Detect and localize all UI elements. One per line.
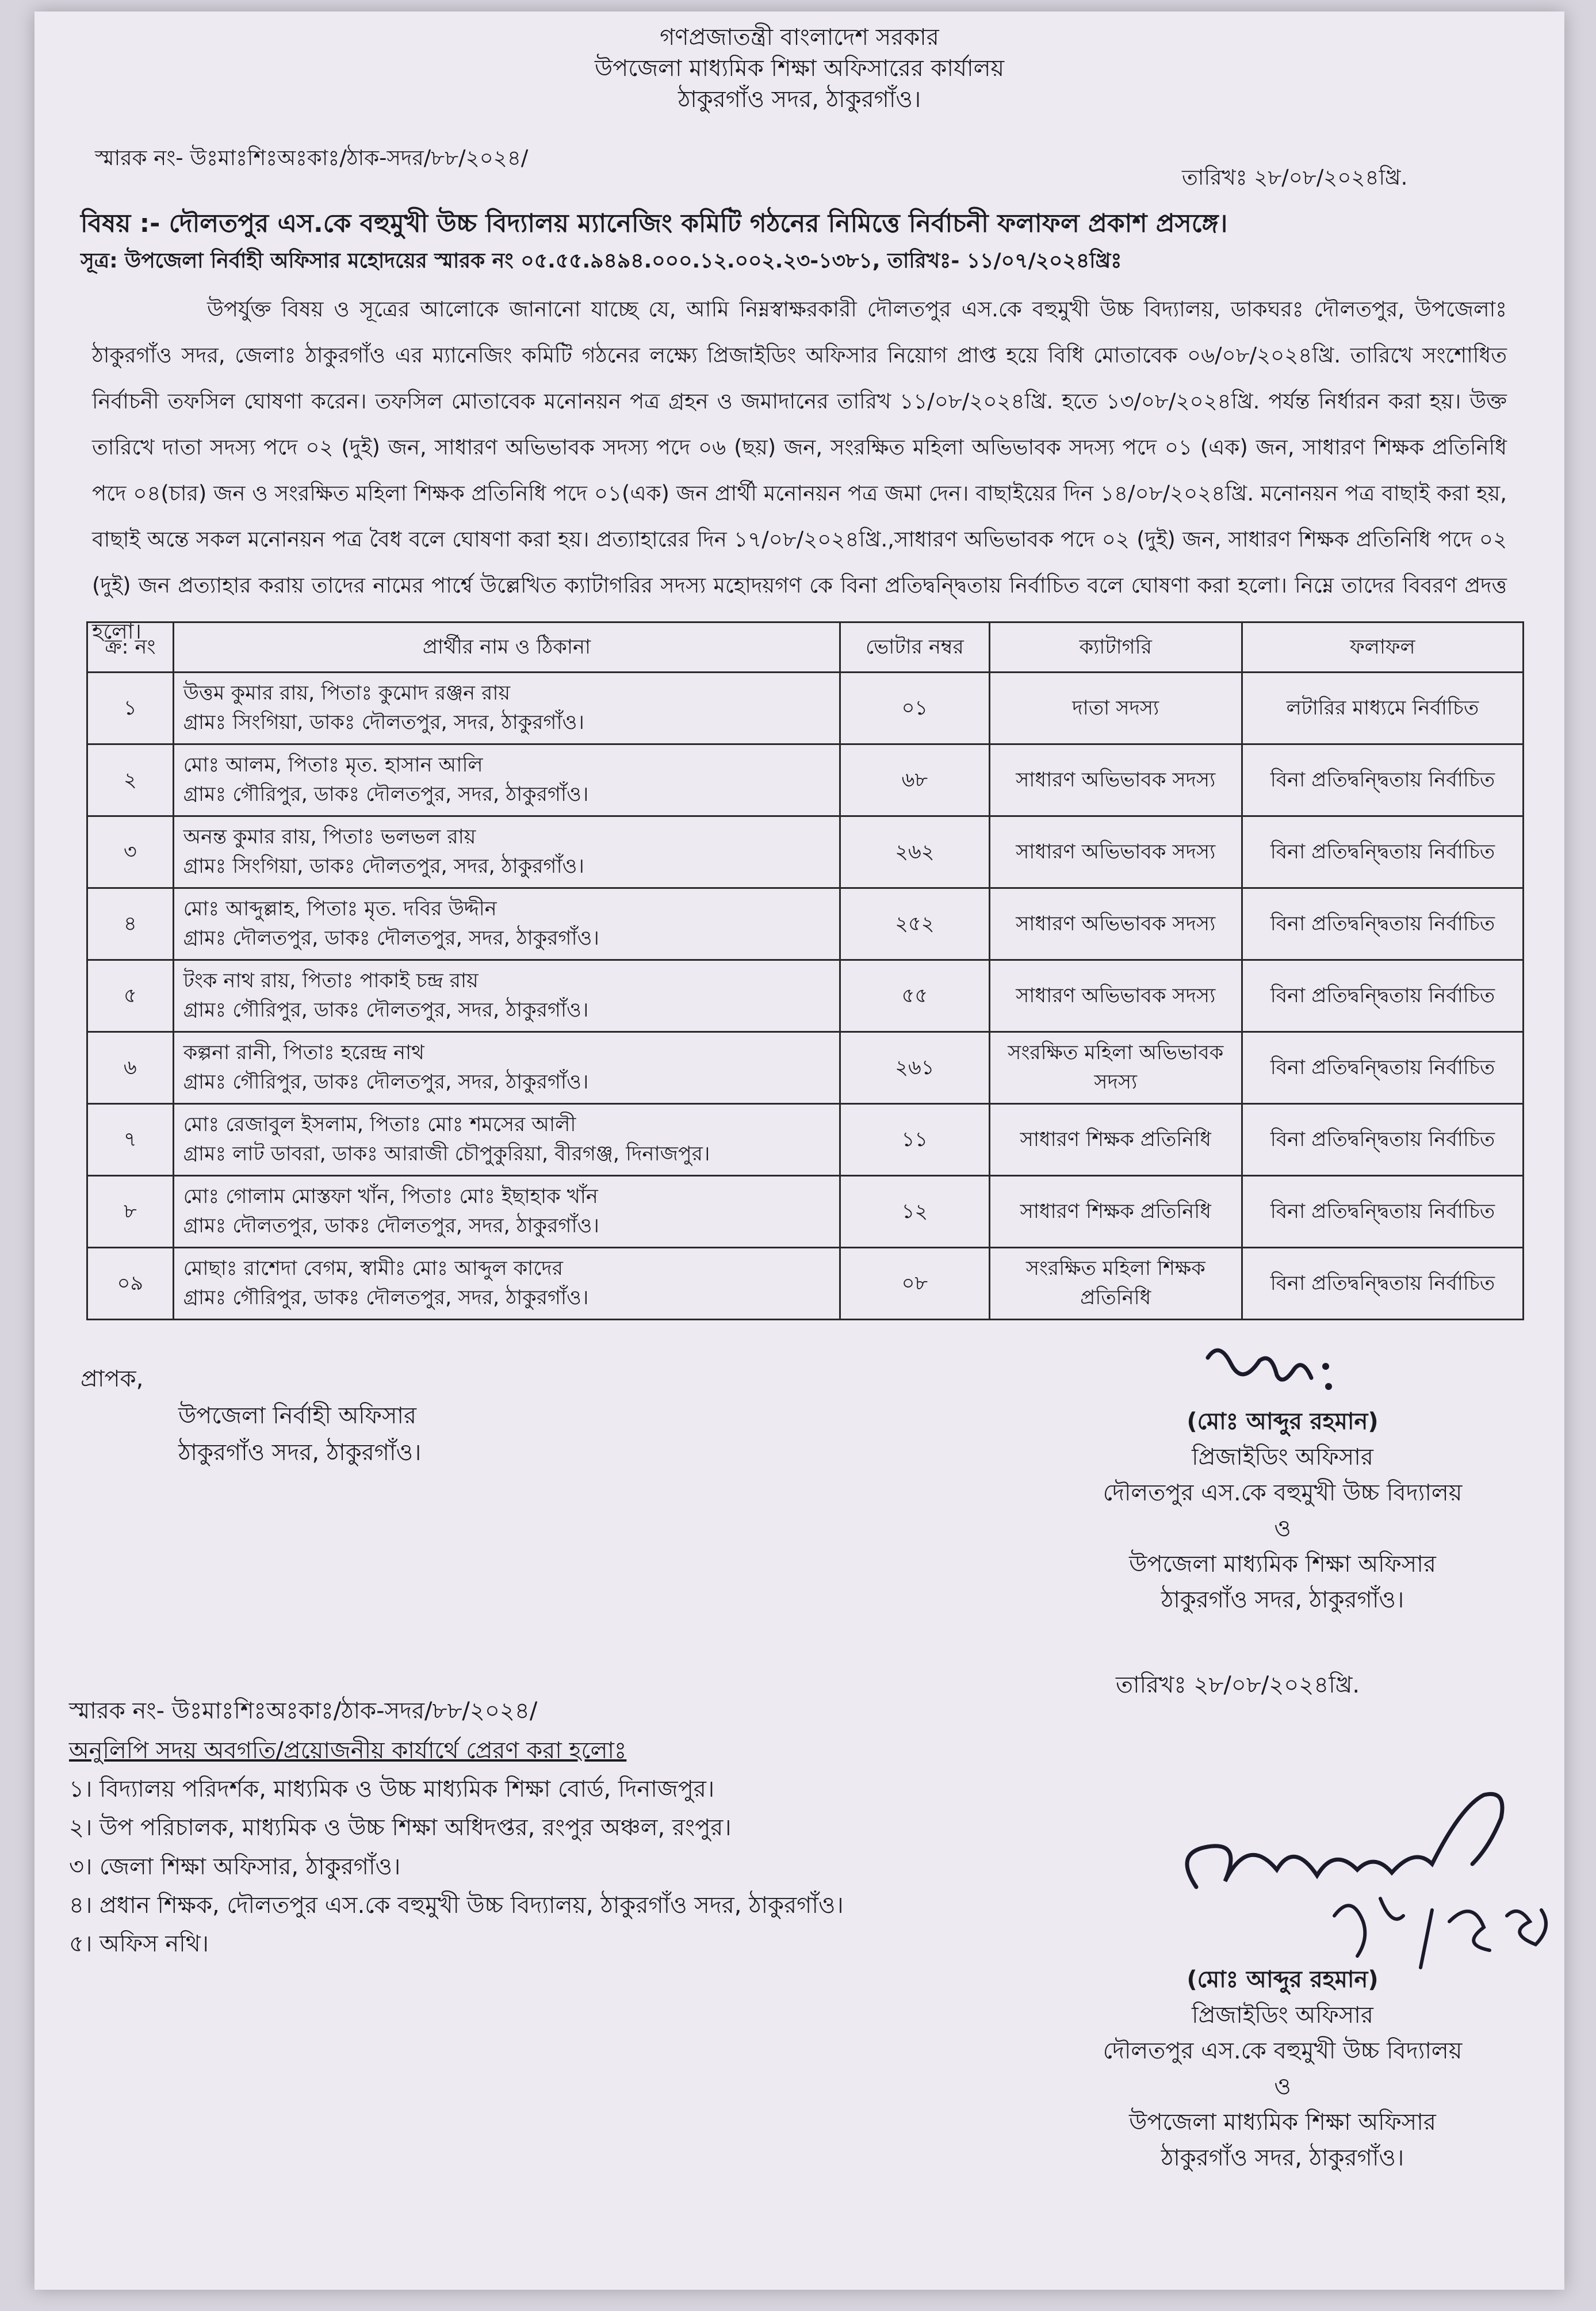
name-address-cell (173, 816, 840, 888)
signatory-office: উপজেলা মাধ্যমিক শিক্ষা অফিসার (1129, 1551, 1436, 1577)
header-line-3: ঠাকুরগাঁও সদর, ঠাকুরগাঁও। (678, 86, 921, 113)
results-table (86, 621, 1524, 1320)
candidate-address: গ্রামঃ লাট ডাবরা, ডাকঃ আরাজী চৌপুকুরিয়া, বীরগঞ্জ, দিনাজপুর। (183, 1143, 710, 1166)
candidate-address: গ্রামঃ গৌরিপুর, ডাকঃ দৌলতপুর, সদর, ঠাকুরগাঁও। (183, 999, 589, 1022)
header-result: ফলাফল (1242, 622, 1523, 673)
result-cell: বিনা প্রতিদ্বন্দ্বিতায় নির্বাচিত (1242, 1248, 1523, 1320)
voter-number-cell: ১২ (840, 1176, 990, 1248)
candidate-address: গ্রামঃ গৌরিপুর, ডাকঃ দৌলতপুর, সদর, ঠাকুরগাঁও। (183, 1071, 589, 1094)
office-header (35, 22, 1564, 115)
table-row (87, 960, 1524, 1032)
signature-block-1 (1047, 1404, 1518, 1618)
document-page (35, 12, 1564, 2290)
serial-cell: ১ (87, 673, 174, 744)
result-cell: বিনা প্রতিদ্বন্দ্বিতায় নির্বাচিত (1242, 960, 1523, 1032)
signatory-role: প্রিজাইডিং অফিসার (1192, 1444, 1373, 1470)
category-cell: সাধারণ শিক্ষক প্রতিনিধি (989, 1176, 1242, 1248)
voter-number-cell: ৫৫ (840, 960, 990, 1032)
category-cell: সাধারণ অভিভাবক সদস্য (989, 744, 1242, 816)
header-serial: ক্র: নং (87, 622, 174, 673)
header-category: ক্যাটাগরি (989, 622, 1242, 673)
candidate-name: মোঃ গোলাম মোস্তফা খাঁন, পিতাঃ মোঃ ইছাহাক খাঁন (183, 1185, 598, 1209)
signatory-name: (মোঃ আব্দুর রহমান) (1187, 1408, 1379, 1435)
signatory-place-2: ঠাকুরগাঁও সদর, ঠাকুরগাঁও। (1161, 2145, 1404, 2171)
candidate-name: অনন্ত কুমার রায়, পিতাঃ ভলভল রায় (183, 826, 476, 849)
result-cell: বিনা প্রতিদ্বন্দ্বিতায় নির্বাচিত (1242, 1104, 1523, 1176)
candidate-address: গ্রামঃ দৌলতপুর, ডাকঃ দৌলতপুর, সদর, ঠাকুরগাঁও। (183, 1214, 599, 1237)
voter-number-cell: ২৬১ (840, 1032, 990, 1104)
table-row (87, 816, 1524, 888)
candidate-address: গ্রামঃ গৌরিপুর, ডাকঃ দৌলতপুর, সদর, ঠাকুরগাঁও। (183, 1286, 589, 1309)
signatory-name-2: (মোঃ আব্দুর রহমান) (1187, 1966, 1379, 1993)
serial-cell: ৭ (87, 1104, 174, 1176)
table-row (87, 744, 1524, 816)
signatory-office-2: উপজেলা মাধ্যমিক শিক্ষা অফিসার (1129, 2109, 1436, 2136)
signatory-role-2: প্রিজাইডিং অফিসার (1192, 2002, 1373, 2029)
signatory-org: দৌলতপুর এস.কে বহুমুখী উচ্চ বিদ্যালয় (1103, 1480, 1463, 1506)
category-cell: সাধারণ অভিভাবক সদস্য (989, 960, 1242, 1032)
signature-full-icon (1162, 1783, 1587, 1979)
header-name-address: প্রার্থীর নাম ও ঠিকানা (173, 622, 840, 673)
table-header-row (87, 622, 1524, 673)
candidate-address: গ্রামঃ দৌলতপুর, ডাকঃ দৌলতপুর, সদর, ঠাকুরগাঁও। (183, 927, 599, 950)
category-cell: সাধারণ শিক্ষক প্রতিনিধি (989, 1104, 1242, 1176)
memo-number-2: স্মারক নং- উঃমাঃশিঃঅঃকাঃ/ঠাক-সদর/৮৮/২০২৪/ (69, 1698, 538, 1724)
candidate-name: মোঃ আলম, পিতাঃ মৃত. হাসান আলি (183, 754, 483, 777)
copy-heading: অনুলিপি সদয় অবগতি/প্রয়োজনীয় কার্যার্থে প্রেরণ করা হলোঃ (69, 1737, 627, 1764)
voter-number-cell: ২৫২ (840, 888, 990, 960)
voter-number-cell: ০১ (840, 673, 990, 744)
reference-line: সূত্র: উপজেলা নির্বাহী অফিসার মহোদয়ের স্মারক নং ০৫.৫৫.৯৪৯৪.০০০.১২.০০২.২৩-১৩৮১, তারিখঃ- ১১/০৭/২০২৪খ্রিঃ (81, 249, 1122, 273)
category-cell: সাধারণ অভিভাবক সদস্য (989, 816, 1242, 888)
result-cell: বিনা প্রতিদ্বন্দ্বিতায় নির্বাচিত (1242, 1032, 1523, 1104)
category-cell: সংরক্ষিত মহিলা শিক্ষক প্রতিনিধি (989, 1248, 1242, 1320)
category-cell: সাধারণ অভিভাবক সদস্য (989, 888, 1242, 960)
name-address-cell (173, 1104, 840, 1176)
candidate-name: কল্পনা রানী, পিতাঃ হরেন্দ্র নাথ (183, 1041, 424, 1065)
table-row (87, 1032, 1524, 1104)
serial-cell: ২ (87, 744, 174, 816)
candidate-name: মোঃ রেজাবুল ইসলাম, পিতাঃ মোঃ শমসের আলী (183, 1113, 576, 1137)
result-cell: বিনা প্রতিদ্বন্দ্বিতায় নির্বাচিত (1242, 744, 1523, 816)
recipient-line-1: উপজেলা নির্বাহী অফিসার (178, 1403, 416, 1429)
result-cell: বিনা প্রতিদ্বন্দ্বিতায় নির্বাচিত (1242, 1176, 1523, 1248)
serial-cell: ৩ (87, 816, 174, 888)
serial-cell: ৫ (87, 960, 174, 1032)
name-address-cell (173, 1032, 840, 1104)
voter-number-cell: ২৬২ (840, 816, 990, 888)
result-cell: লটারির মাধ্যমে নির্বাচিত (1242, 673, 1523, 744)
copy-item: ৪। প্রধান শিক্ষক, দৌলতপুর এস.কে বহুমুখী উচ্চ বিদ্যালয়, ঠাকুরগাঁও সদর, ঠাকুরগাঁও। (69, 1892, 844, 1919)
recipient-block (81, 1361, 421, 1471)
result-cell: বিনা প্রতিদ্বন্দ্বিতায় নির্বাচিত (1242, 888, 1523, 960)
signature-date: তারিখঃ ২৮/০৮/২০২৪খ্রি. (1116, 1672, 1360, 1698)
name-address-cell (173, 1176, 840, 1248)
candidate-name: মোঃ আব্দুল্লাহ, পিতাঃ মৃত. দবির উদ্দীন (183, 897, 497, 921)
voter-number-cell: ১১ (840, 1104, 990, 1176)
copy-item: ৫। অফিস নথি। (69, 1930, 209, 1957)
name-address-cell (173, 960, 840, 1032)
candidate-address: গ্রামঃ সিংগিয়া, ডাকঃ দৌলতপুর, সদর, ঠাকুরগাঁও। (183, 855, 584, 878)
header-line-1: গণপ্রজাতন্ত্রী বাংলাদেশ সরকার (660, 24, 939, 51)
copy-item: ৩। জেলা শিক্ষা অফিসার, ঠাকুরগাঁও। (69, 1853, 401, 1880)
memo-date: তারিখঃ ২৮/০৮/২০২৪খ্রি. (1182, 165, 1408, 190)
category-cell: সংরক্ষিত মহিলা অভিভাবক সদস্য (989, 1032, 1242, 1104)
table-row (87, 673, 1524, 744)
candidate-address: গ্রামঃ সিংগিয়া, ডাকঃ দৌলতপুর, সদর, ঠাকুরগাঁও। (183, 711, 584, 734)
candidate-address: গ্রামঃ গৌরিপুর, ডাকঃ দৌলতপুর, সদর, ঠাকুরগাঁও। (183, 783, 589, 806)
result-cell: বিনা প্রতিদ্বন্দ্বিতায় নির্বাচিত (1242, 816, 1523, 888)
signatory-and-2: ও (1274, 2073, 1291, 2100)
signature-block-2 (1047, 1962, 1518, 2176)
copy-item: ১। বিদ্যালয় পরিদর্শক, মাধ্যমিক ও উচ্চ মাধ্যমিক শিক্ষা বোর্ড, দিনাজপুর। (69, 1776, 715, 1803)
voter-number-cell: ০৮ (840, 1248, 990, 1320)
signatory-place: ঠাকুরগাঁও সদর, ঠাকুরগাঁও। (1161, 1587, 1404, 1613)
candidate-name: উত্তম কুমার রায়, পিতাঃ কুমোদ রঞ্জন রায় (183, 682, 511, 705)
category-cell: দাতা সদস্য (989, 673, 1242, 744)
recipient-label: প্রাপক, (81, 1366, 144, 1392)
signatory-and: ও (1274, 1515, 1291, 1542)
serial-cell: ৪ (87, 888, 174, 960)
copy-item: ২। উপ পরিচালক, মাধ্যমিক ও উচ্চ শিক্ষা অধিদপ্তর, রংপুর অঞ্চল, রংপুর। (69, 1815, 732, 1842)
candidate-name: মোছাঃ রাশেদা বেগম, স্বামীঃ মোঃ আব্দুল কাদের (183, 1257, 564, 1281)
table-row (87, 1248, 1524, 1320)
name-address-cell (173, 888, 840, 960)
copy-block (69, 1732, 844, 1964)
body-paragraph: উপর্যুক্ত বিষয় ও সূত্রের আলোকে জানানো যাচ্ছে যে, আমি নিম্নস্বাক্ষরকারী দৌলতপুর এস.কে বহুমুখী উচ্চ বিদ্যালয়, ডাকঘরঃ দৌলতপুর, উপজেলাঃ ঠাকুরগাঁও সদর, জেলাঃ ঠাকুরগাঁও এর ম্যানেজিং কমিটি গঠনের লক্ষ্যে প্রিজাইডিং অফিসার নিয়োগ প্রাপ্ত হয়ে বিধি মোতাবেক ০৬/০৮/২০২৪খ্রি. তারিখে সংশোধিত নির্বাচনী তফসিল ঘোষণা করেন। তফসিল মোতাবেক মনোনয়ন পত্র গ্রহন ও জমাদানের তারিখ ১১/০৮/২০২৪খ্রি. হতে ১৩/০৮/২০২৪খ্রি. পর্যন্ত নির্ধারন করা হয়। উক্ত তারিখে দাতা সদস্য পদে ০২ (দুই) জন, সাধারণ অভিভাবক সদস্য পদে ০৬ (ছয়) জন, সংরক্ষিত মহিলা অভিভাবক সদস্য পদে ০১ (এক) জন, সাধারণ শিক্ষক প্রতিনিধি পদে ০৪(চার) জন ও সংরক্ষিত মহিলা শিক্ষক প্রতিনিধি পদে ০১(এক) জন প্রার্থী মনোনয়ন পত্র জমা দেন। বাছাইয়ের দিন ১৪/০৮/২০২৪খ্রি. মনোনয়ন পত্র বাছাই করা হয়, বাছাই অন্তে সকল মনোনয়ন পত্র বৈধ বলে ঘোষণা করা হয়। প্রত্যাহারের দিন ১৭/০৮/২০২৪খ্রি.,সাধারণ অভিভাবক পদে ০২ (দুই) জন, সাধারণ শিক্ষক প্রতিনিধি পদে ০২ (দুই) জন প্রত্যাহার করায় তাদের নামের পার্শ্বে উল্লেখিত ক্যাটাগরির সদস্য মহোদয়গণ কে বিনা প্রতিদ্বন্দ্বিতায় নির্বাচিত বলে ঘোষণা করা হলো। নিম্নে তাদের বিবরণ প্রদত্ত হলো। (92, 297, 1507, 644)
name-address-cell (173, 673, 840, 744)
table-row (87, 888, 1524, 960)
memo-number: স্মারক নং- উঃমাঃশিঃঅঃকাঃ/ঠাক-সদর/৮৮/২০২৪/ (95, 146, 529, 170)
serial-cell: ৮ (87, 1176, 174, 1248)
candidate-name: টংক নাথ রায়, পিতাঃ পাকাই চন্দ্র রায় (183, 969, 479, 993)
name-address-cell (173, 1248, 840, 1320)
recipient-line-2: ঠাকুরগাঁও সদর, ঠাকুরগাঁও। (178, 1439, 422, 1466)
serial-cell: ৬ (87, 1032, 174, 1104)
table-row (87, 1176, 1524, 1248)
signatory-org-2: দৌলতপুর এস.কে বহুমুখী উচ্চ বিদ্যালয় (1103, 2038, 1463, 2064)
header-voter-number: ভোটার নম্বর (840, 622, 990, 673)
serial-cell: ০৯ (87, 1248, 174, 1320)
subject-line: বিষয় :- দৌলতপুর এস.কে বহুমুখী উচ্চ বিদ্যালয় ম্যানেজিং কমিটি গঠনের নিমিত্তে নির্বাচনী ফলাফল প্রকাশ প্রসঙ্গে। (81, 209, 1228, 238)
signature-initial-icon (1196, 1335, 1357, 1409)
header-line-2: উপজেলা মাধ্যমিক শিক্ষা অফিসারের কার্যালয় (594, 55, 1005, 82)
name-address-cell (173, 744, 840, 816)
voter-number-cell: ৬৮ (840, 744, 990, 816)
table-row (87, 1104, 1524, 1176)
